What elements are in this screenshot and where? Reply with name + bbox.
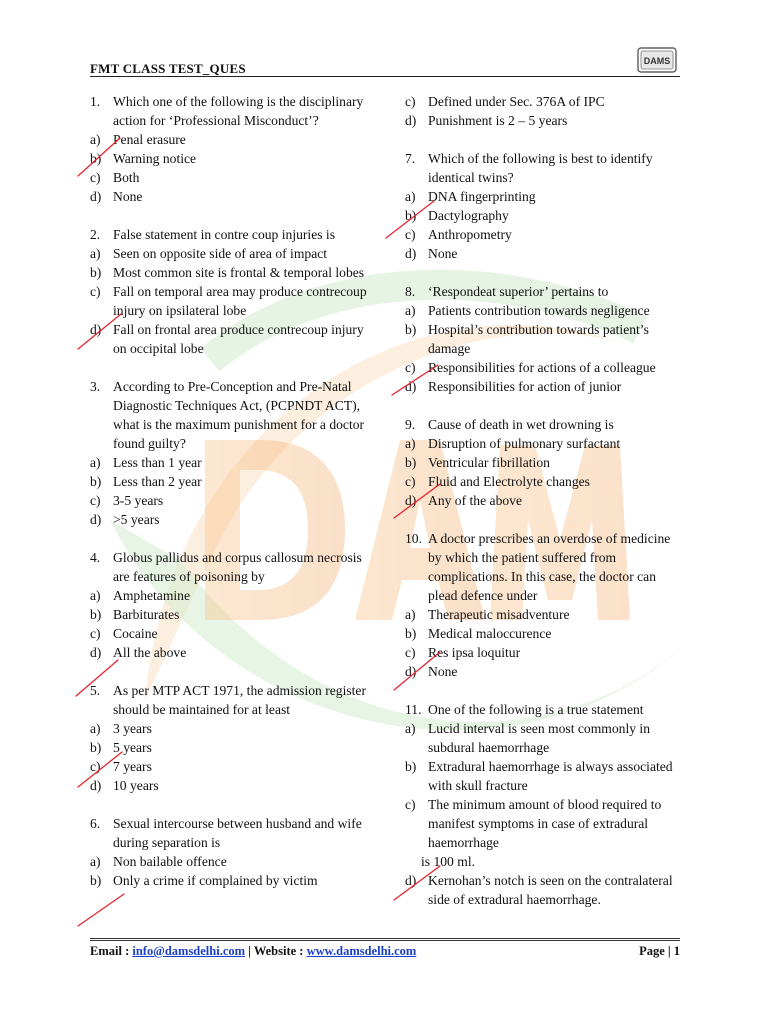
option-text: Patients contribution towards negligence [428,303,650,318]
option-label: b) [405,322,417,337]
question-number: 1. [90,94,101,109]
option-label: c) [90,284,101,299]
question-number: 3. [90,379,101,394]
question-number: 7. [405,151,416,166]
option-label: c) [90,493,101,508]
answer-option [405,244,685,263]
option-label: b) [405,455,417,470]
answer-option [405,187,685,206]
option-text: None [428,246,458,261]
answer-option [90,871,375,890]
question-number: 10. [405,531,422,546]
question-block [405,92,685,130]
answer-option [405,111,685,130]
option-label: a) [405,607,416,622]
option-text: Medical maloccurence [428,626,552,641]
option-text: 3-5 years [113,493,164,508]
answer-option [405,719,685,757]
option-text: Barbiturates [113,607,180,622]
option-label: d) [405,873,417,888]
answer-option [405,453,685,472]
answer-option [405,358,685,377]
question-text: According to Pre-Conception and Pre-Natal Diagnostic Techniques Act, (PCPNDT ACT), what is the maximum punishment for a doctor found guilty? [113,379,365,451]
option-text: Less than 2 year [113,474,202,489]
answer-option [90,282,375,320]
question-stem [405,149,685,187]
option-label: a) [90,854,101,869]
option-label: a) [405,303,416,318]
answer-option [90,453,375,472]
question-stem [90,548,375,586]
option-text: Fall on temporal area may produce contrecoup injury on ipsilateral lobe [113,284,367,318]
option-label: d) [405,246,417,261]
option-label: c) [90,626,101,641]
question-number: 9. [405,417,416,432]
option-text: is 100 ml. [421,854,476,869]
option-text: Both [113,170,140,185]
dams-logo [637,47,677,73]
question-text: Cause of death in wet drowning is [428,417,614,432]
question-stem [405,415,685,434]
answer-option [90,586,375,605]
answer-option [90,472,375,491]
question-text: A doctor prescribes an overdose of medicine by which the patient suffered from complications. In this case, the doctor can plead defence under [428,531,671,603]
option-label: b) [90,474,102,489]
option-label: a) [90,455,101,470]
option-text: Ventricular fibrillation [428,455,550,470]
question-stem [90,814,375,852]
answer-option [405,624,685,643]
option-label: d) [90,189,102,204]
answer-option [405,301,685,320]
option-label: b) [90,873,102,888]
question-number: 6. [90,816,101,831]
footer-rule [90,938,680,941]
option-text: Penal erasure [113,132,186,147]
option-label: c) [405,360,416,375]
answer-option [405,795,685,852]
answer-option [90,643,375,662]
question-block [90,377,375,529]
question-text: Which one of the following is the disciplinary action for ‘Professional Misconduct’? [113,94,364,128]
option-label: c) [405,94,416,109]
option-label: b) [405,626,417,641]
option-label: b) [405,759,417,774]
answer-option [90,605,375,624]
option-label: a) [90,132,101,147]
answer-option [405,472,685,491]
question-block [90,681,375,795]
question-number: 5. [90,683,101,698]
option-label: a) [90,588,101,603]
question-block [405,529,685,681]
question-block [90,548,375,662]
question-number: 4. [90,550,101,565]
option-label: a) [405,436,416,451]
option-label: c) [405,474,416,489]
option-label: c) [90,759,101,774]
option-text: Seen on opposite side of area of impact [113,246,328,261]
question-number: 8. [405,284,416,299]
answer-option [90,757,375,776]
option-text: Warning notice [113,151,197,166]
option-text: >5 years [113,512,160,527]
question-stem [405,529,685,605]
option-text: Punishment is 2 – 5 years [428,113,568,128]
question-stem [90,225,375,244]
question-block [405,700,685,909]
option-text: Extradural haemorrhage is always associated with skull fracture [428,759,673,793]
answer-option [405,434,685,453]
option-text: Dactylography [428,208,509,223]
option-text: 5 years [113,740,152,755]
option-text: 7 years [113,759,152,774]
answer-option [405,662,685,681]
answer-option [405,225,685,244]
question-stem [90,377,375,453]
question-block [405,282,685,396]
option-label: b) [90,740,102,755]
option-label: a) [405,189,416,204]
header-title: FMT CLASS TEST_QUES [90,61,246,76]
option-label: c) [405,645,416,660]
option-label: d) [405,379,417,394]
option-label: a) [90,721,101,736]
answer-option [90,168,375,187]
option-label: a) [90,246,101,261]
option-text: Responsibilities for actions of a colleague [428,360,656,375]
option-text: None [113,189,143,204]
option-text: DNA fingerprinting [428,189,536,204]
option-label: c) [90,170,101,185]
answer-option [90,719,375,738]
question-block [405,149,685,263]
answer-option [90,491,375,510]
option-label: c) [405,227,416,242]
option-text: Any of the above [428,493,522,508]
question-stem [90,92,375,130]
answer-option [405,852,685,871]
question-text: As per MTP ACT 1971, the admission register should be maintained for at least [113,683,366,717]
option-text: Anthropometry [428,227,512,242]
option-label: d) [90,512,102,527]
answer-option [90,244,375,263]
option-text: The minimum amount of blood required to manifest symptoms in case of extradural haemorrhage [428,797,662,850]
option-text: 3 years [113,721,152,736]
answer-option [90,187,375,206]
option-text: Most common site is frontal & temporal lobes [113,265,365,280]
option-text: Less than 1 year [113,455,202,470]
option-label: d) [90,778,102,793]
question-text: One of the following is a true statement [428,702,644,717]
answer-option [90,320,375,358]
option-label: d) [90,645,102,660]
header-rule [90,76,680,77]
question-block [90,814,375,890]
option-text: Kernohan’s notch is seen on the contralateral side of extradural haemorrhage. [428,873,673,907]
question-number: 2. [90,227,101,242]
option-text: Non bailable offence [113,854,227,869]
option-label: b) [90,607,102,622]
question-block [405,415,685,510]
answer-option [90,149,375,168]
left-column [90,92,375,909]
question-block [90,92,375,206]
option-text: None [428,664,458,679]
answer-option [405,377,685,396]
option-label: d) [405,113,417,128]
answer-option [405,206,685,225]
option-text: All the above [113,645,187,660]
option-label: b) [90,151,102,166]
option-label: d) [405,493,417,508]
question-text: Globus pallidus and corpus callosum necrosis are features of poisoning by [113,550,362,584]
right-column [405,92,685,928]
answer-option [405,643,685,662]
option-label: a) [405,721,416,736]
website-label: | Website : [245,944,307,958]
answer-option [90,776,375,795]
option-text: Fall on frontal area produce contrecoup injury on occipital lobe [113,322,364,356]
option-text: Amphetamine [113,588,191,603]
option-text: 10 years [113,778,159,793]
question-text: False statement in contre coup injuries is [113,227,335,242]
option-text: Cocaine [113,626,158,641]
question-text: Which of the following is best to identify identical twins? [428,151,653,185]
option-text: Responsibilities for action of junior [428,379,622,394]
footer [90,944,680,959]
option-label: d) [405,664,417,679]
option-label: d) [90,322,102,337]
page-number: Page | 1 [639,944,680,958]
answer-option [90,510,375,529]
answer-option [405,491,685,510]
option-text: Only a crime if complained by victim [113,873,318,888]
question-number: 11. [405,702,422,717]
option-text: Disruption of pulmonary surfactant [428,436,621,451]
answer-option [90,624,375,643]
email-label: Email : [90,944,133,958]
answer-option [405,320,685,358]
question-text: Sexual intercourse between husband and wife during separation is [113,816,362,850]
option-text: Defined under Sec. 376A of IPC [428,94,605,109]
option-label [405,852,421,871]
email-link[interactable]: info@damsdelhi.com [132,944,246,958]
answer-option [90,852,375,871]
answer-option [405,871,685,909]
option-text: Hospital’s contribution towards patient’s damage [428,322,649,356]
option-label: b) [405,208,417,223]
answer-option [405,605,685,624]
option-text: Lucid interval is seen most commonly in subdural haemorrhage [428,721,650,755]
answer-option [90,738,375,757]
question-text: ‘Respondeat superior’ pertains to [428,284,609,299]
answer-option [90,130,375,149]
svg-text:DAMS: DAMS [643,56,671,66]
option-label: c) [405,797,416,812]
option-text: Fluid and Electrolyte changes [428,474,590,489]
option-text: Therapeutic misadventure [428,607,570,622]
question-stem [405,282,685,301]
option-text: Res ipsa loquitur [428,645,521,660]
option-label: b) [90,265,102,280]
answer-option [405,92,685,111]
question-stem [405,700,685,719]
question-stem [90,681,375,719]
answer-option [405,757,685,795]
question-block [90,225,375,358]
website-link[interactable]: www.damsdelhi.com [306,944,417,958]
answer-option [90,263,375,282]
